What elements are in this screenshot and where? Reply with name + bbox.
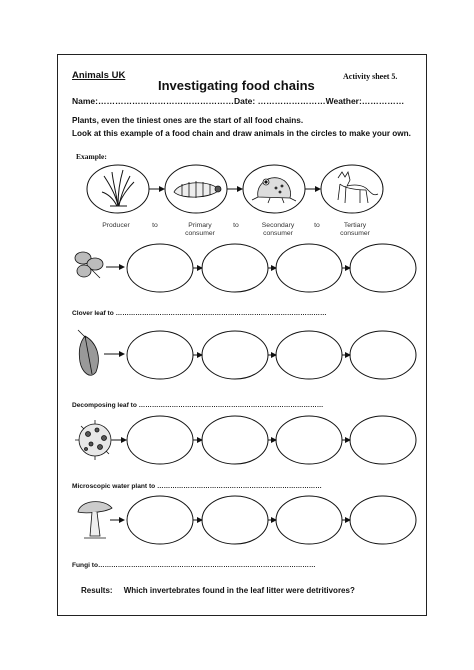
chain-label-microscopic-plant[interactable]: Microscopic water plant to ………………………………………………………………… bbox=[72, 483, 322, 490]
results-question: Which invertebrates found in the leaf litter were detritivores? bbox=[123, 586, 355, 595]
to-label-2: to bbox=[233, 222, 239, 229]
secondary-consumer-label: Secondary consumer bbox=[261, 222, 295, 237]
drawing-circle[interactable] bbox=[350, 416, 416, 464]
producer-label: Producer bbox=[102, 222, 130, 229]
drawing-circle[interactable] bbox=[202, 416, 268, 464]
name-date-weather-line[interactable]: Name:…………………………………………Date: ……………………Weather:…………… bbox=[72, 96, 405, 106]
chain-row-clover bbox=[75, 244, 416, 292]
chain-label-decomposing-leaf[interactable]: Decomposing leaf to ………………………………………………………………………… bbox=[72, 402, 324, 409]
chain-row-fungi bbox=[78, 496, 416, 544]
to-label-1: to bbox=[152, 222, 158, 229]
grass-icon bbox=[102, 170, 134, 206]
chain-label-fungi[interactable]: Fungi to……………………………………………………………………………………… bbox=[72, 562, 316, 569]
tertiary-consumer-label: Tertiary consumer bbox=[340, 222, 370, 237]
drawing-circle[interactable] bbox=[276, 331, 342, 379]
drawing-circle[interactable] bbox=[350, 496, 416, 544]
decomposing-leaf-icon bbox=[78, 330, 98, 375]
publisher-label: Animals UK bbox=[72, 70, 126, 81]
drawing-circle[interactable] bbox=[350, 244, 416, 292]
drawing-circle[interactable] bbox=[202, 244, 268, 292]
drawing-circle[interactable] bbox=[276, 416, 342, 464]
toad-icon bbox=[252, 178, 296, 203]
drawing-circle[interactable] bbox=[276, 496, 342, 544]
drawing-circle[interactable] bbox=[127, 331, 193, 379]
drawing-circle[interactable] bbox=[350, 331, 416, 379]
chain-row-decomposing-leaf bbox=[78, 330, 416, 379]
chain-row-microscopic-plant bbox=[75, 416, 416, 464]
caterpillar-icon bbox=[174, 181, 221, 198]
intro-line-2: Look at this example of a food chain and draw animals in the circles to make your own. bbox=[72, 129, 411, 138]
example-chain bbox=[87, 165, 383, 213]
results-label: Results: bbox=[81, 586, 113, 595]
drawing-circle[interactable] bbox=[127, 416, 193, 464]
drawing-circle[interactable] bbox=[202, 496, 268, 544]
drawing-circle[interactable] bbox=[276, 244, 342, 292]
mushroom-icon bbox=[78, 502, 112, 538]
fox-icon bbox=[338, 172, 378, 203]
drawing-circle[interactable] bbox=[202, 331, 268, 379]
clover-leaf-icon bbox=[75, 252, 103, 278]
page-title: Investigating food chains bbox=[158, 78, 315, 93]
intro-line-1: Plants, even the tiniest ones are the start of all food chains. bbox=[72, 116, 304, 125]
drawing-circle[interactable] bbox=[127, 244, 193, 292]
microscopic-plant-icon bbox=[75, 420, 115, 460]
activity-sheet-label: Activity sheet 5. bbox=[343, 72, 398, 81]
drawing-circle[interactable] bbox=[127, 496, 193, 544]
chain-label-clover[interactable]: Clover leaf to …………………………………………………………………………………… bbox=[72, 310, 327, 317]
primary-consumer-label: Primary consumer bbox=[185, 222, 215, 237]
example-heading: Example: bbox=[76, 152, 107, 161]
to-label-3: to bbox=[314, 222, 320, 229]
